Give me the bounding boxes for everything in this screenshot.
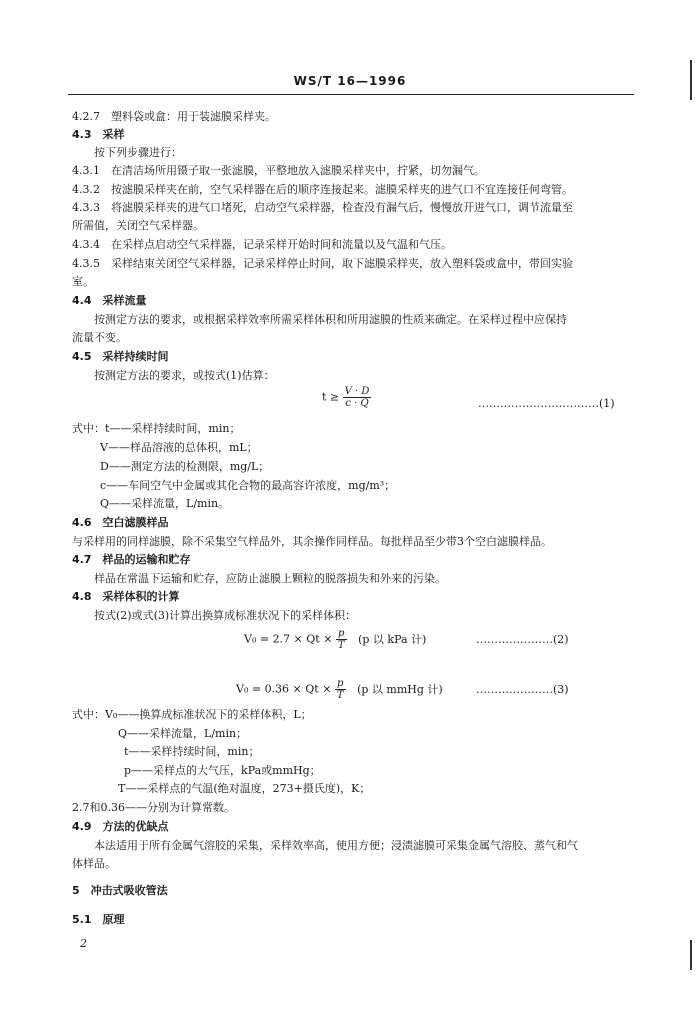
var-p: p——采样点的大气压，kPa或mmHg； bbox=[124, 764, 321, 777]
heading-4-7: 4.7 样品的运输和贮存 bbox=[72, 553, 191, 566]
heading-4-4: 4.4 采样流量 bbox=[72, 294, 147, 307]
item-4-3-5: 4.3.5 采样结束关闭空气采样器，记录采样停止时间，取下滤膜采样夹，放入塑料袋或盒中，带回实验 bbox=[72, 257, 573, 270]
header-rule bbox=[68, 94, 634, 95]
eq2-numerator: p bbox=[336, 628, 347, 640]
text-4-4: 按测定方法的要求，或根据采样效率所需采样体积和所用滤膜的性质来确定。在采样过程中应保持 bbox=[94, 313, 567, 326]
heading-5: 5 冲击式吸收管法 bbox=[72, 884, 168, 897]
item-4-3-5-cont: 室。 bbox=[72, 275, 94, 288]
eq3-numerator: p bbox=[335, 678, 346, 690]
item-4-3-4: 4.3.4 在采样点启动空气采样器，记录采样开始时间和流量以及气温和气压。 bbox=[72, 238, 452, 251]
var-t: 式中：t——采样持续时间，min； bbox=[72, 422, 241, 435]
text-4-8: 按式(2)或式(3)计算出换算成标准状况下的采样体积： bbox=[94, 609, 357, 622]
equation-3 bbox=[236, 678, 443, 701]
var-Q: Q——采样流量，L/min。 bbox=[100, 497, 230, 510]
item-4-3-1: 4.3.1 在清洁场所用镊子取一张滤膜，平整地放入滤膜采样夹中，拧紧，切勿漏气。 bbox=[72, 164, 485, 177]
eq3-unit: (p 以 mmHg 计) bbox=[357, 682, 443, 696]
eq1-numerator: V · D bbox=[344, 386, 370, 397]
var-Q2: Q——采样流量，L/min； bbox=[118, 727, 248, 740]
text-4-9-cont: 体样品。 bbox=[72, 857, 116, 870]
scan-edge-mark-top bbox=[690, 60, 692, 100]
equation-2 bbox=[244, 628, 426, 651]
text-steps: 按下列步骤进行： bbox=[94, 146, 182, 159]
text-4-5: 按测定方法的要求，或按式(1)估算： bbox=[94, 369, 275, 382]
eq3-label: …………………(3) bbox=[476, 683, 569, 696]
heading-5-1: 5.1 原理 bbox=[72, 913, 125, 926]
eq2-lhs: V₀ = 2.7 × Qt × bbox=[244, 632, 333, 646]
eq1-denominator: c · Q bbox=[345, 398, 369, 409]
scan-edge-mark-bottom bbox=[690, 940, 692, 970]
constants-note: 2.7和0.36——分别为计算常数。 bbox=[72, 801, 235, 814]
eq2-denominator: T bbox=[337, 640, 345, 651]
heading-4-8: 4.8 采样体积的计算 bbox=[72, 590, 180, 603]
item-4-3-3-cont: 所需值，关闭空气采样器。 bbox=[72, 219, 204, 232]
text-4-6: 与采样用的同样滤膜，除不采集空气样品外，其余操作同样品。每批样品至少带3个空白滤膜样品。 bbox=[72, 535, 552, 548]
heading-4-6: 4.6 空白滤膜样品 bbox=[72, 516, 169, 529]
equation-1 bbox=[322, 386, 371, 409]
eq3-lhs: V₀ = 0.36 × Qt × bbox=[236, 682, 332, 696]
eq1-fraction bbox=[343, 386, 372, 409]
heading-4-9: 4.9 方法的优缺点 bbox=[72, 820, 169, 833]
var-t2: t——采样持续时间，min； bbox=[124, 745, 260, 758]
eq1-label: ……………………………(1) bbox=[478, 397, 615, 410]
text-4-9: 本法适用于所有金属气溶胶的采集，采样效率高，使用方便；浸渍滤膜可采集金属气溶胶、蒸气和气 bbox=[94, 839, 578, 852]
var-V0: 式中：V₀——换算成标准状况下的采样体积，L； bbox=[72, 708, 312, 721]
var-D: D——测定方法的检测限，mg/L； bbox=[100, 460, 270, 473]
item-4-2-7: 4.2.7 塑料袋或盒：用于装滤膜采样夹。 bbox=[72, 110, 276, 123]
header-code: WS/T 16—1996 bbox=[293, 74, 407, 88]
eq2-unit: (p 以 kPa 计) bbox=[358, 632, 427, 646]
var-V: V——样品溶液的总体积，mL； bbox=[100, 441, 258, 454]
eq2-label: …………………(2) bbox=[476, 633, 569, 646]
text-4-4-cont: 流量不变。 bbox=[72, 331, 127, 344]
var-T: T——采样点的气温(绝对温度，273+摄氏度)，K； bbox=[118, 782, 371, 795]
eq3-denominator: T bbox=[336, 690, 344, 701]
heading-4-5: 4.5 采样持续时间 bbox=[72, 350, 169, 363]
eq2-fraction bbox=[336, 628, 347, 651]
page-number: 2 bbox=[80, 937, 87, 950]
eq1-lhs: t ≥ bbox=[322, 390, 340, 404]
eq3-fraction bbox=[335, 678, 346, 701]
var-c: c——车间空气中金属或其化合物的最高容许浓度，mg/m³； bbox=[100, 479, 396, 492]
text-4-7: 样品在常温下运输和贮存，应防止滤膜上颗粒的脱落损失和外来的污染。 bbox=[94, 572, 446, 585]
heading-4-3: 4.3 采样 bbox=[72, 128, 125, 141]
item-4-3-3: 4.3.3 将滤膜采样夹的进气口堵死，启动空气采样器，检查没有漏气后，慢慢放开进气口，调节流量至 bbox=[72, 201, 573, 214]
item-4-3-2: 4.3.2 按滤膜采样夹在前，空气采样器在后的顺序连接起来。滤膜采样夹的进气口不宜连接任何弯管。 bbox=[72, 183, 573, 196]
